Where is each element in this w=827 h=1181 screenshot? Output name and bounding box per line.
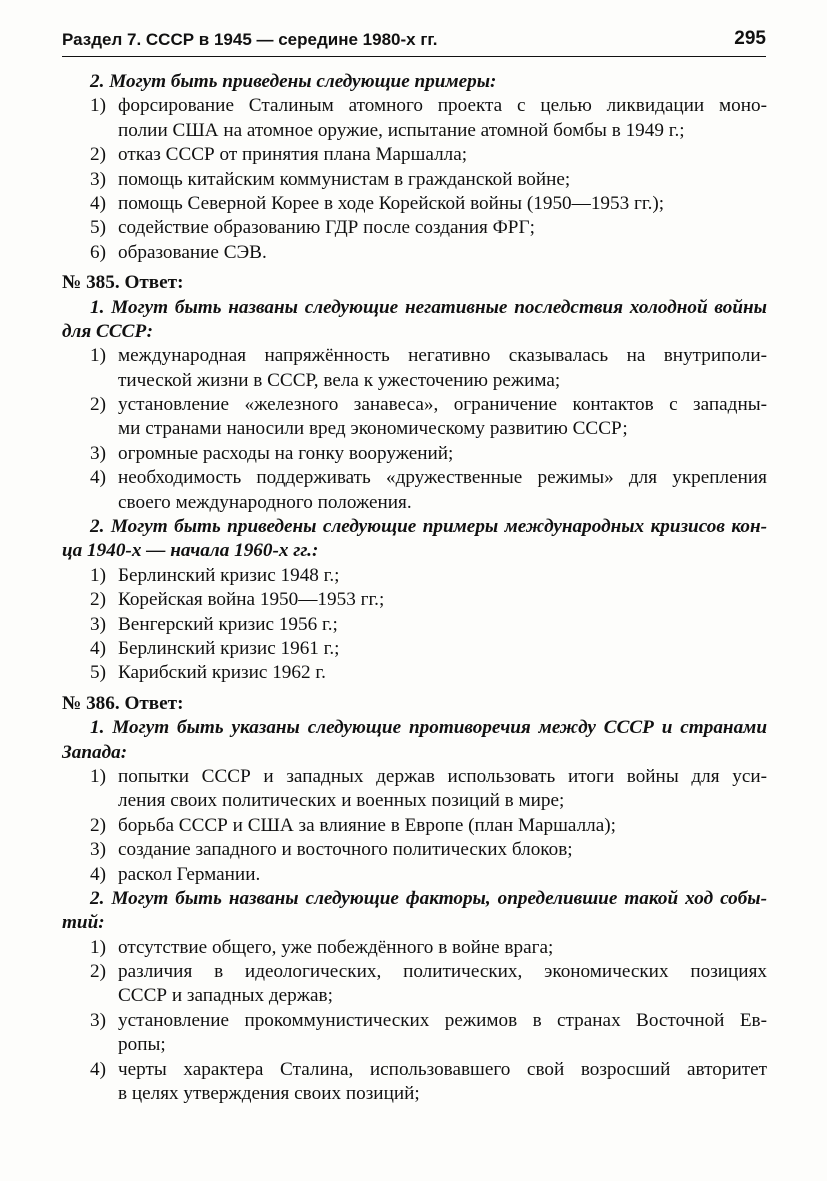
list-item bbox=[62, 241, 767, 265]
list-item-continuation: ления своих политических и военных позиций в мире; bbox=[118, 790, 565, 812]
list-item-number: 6) bbox=[90, 241, 106, 263]
list-item bbox=[62, 661, 767, 685]
list-item-number: 2) bbox=[90, 144, 106, 166]
question-heading-continuation: Запада: bbox=[62, 741, 128, 763]
list-item bbox=[62, 216, 767, 240]
question-heading: 2. Могут быть названы следующие факторы, определившие такой ход собы- bbox=[90, 887, 767, 909]
list-item-text: установление «железного занавеса», ограничение контактов с западны- bbox=[118, 394, 767, 416]
list-item-number: 4) bbox=[90, 1058, 106, 1080]
list-item-number: 1) bbox=[90, 564, 106, 586]
list-item-continuation: СССР и западных держав; bbox=[118, 985, 333, 1007]
list-item-number: 3) bbox=[90, 168, 106, 190]
question-heading: 1. Могут быть названы следующие негативные последствия холодной войны bbox=[90, 296, 767, 318]
list-item bbox=[62, 143, 767, 167]
list-item bbox=[62, 442, 767, 466]
answer-heading: № 386. Ответ: bbox=[62, 692, 184, 714]
list-item-text: отсутствие общего, уже побеждённого в войне врага; bbox=[118, 936, 554, 958]
list-item-text: установление прокоммунистических режимов в странах Восточной Ев- bbox=[118, 1009, 767, 1031]
list-item-text: создание западного и восточного политических блоков; bbox=[118, 839, 573, 861]
list-item-number: 2) bbox=[90, 394, 106, 416]
list-item-text: помощь китайским коммунистам в гражданской войне; bbox=[118, 168, 571, 190]
question-heading: 2. Могут быть приведены следующие примеры: bbox=[90, 71, 497, 92]
list-item-continuation: тической жизни в СССР, вела к ужесточению режима; bbox=[118, 369, 561, 391]
list-item-number: 5) bbox=[90, 217, 106, 239]
list-item bbox=[62, 192, 767, 216]
list-item bbox=[62, 863, 767, 887]
list-item-text: огромные расходы на гонку вооружений; bbox=[118, 442, 454, 464]
list-item-number: 3) bbox=[90, 1009, 106, 1031]
list-item-number: 4) bbox=[90, 467, 106, 489]
list-item bbox=[62, 936, 767, 960]
list-item-text: Корейская война 1950—1953 гг.; bbox=[118, 589, 385, 611]
list-item-number: 3) bbox=[90, 613, 106, 635]
list-item-number: 4) bbox=[90, 192, 106, 214]
running-header bbox=[62, 26, 766, 57]
list-item-text: Берлинский кризис 1948 г.; bbox=[118, 564, 340, 586]
list-item-continuation: ропы; bbox=[118, 1034, 166, 1056]
list-item bbox=[62, 564, 767, 588]
list-item-text: попытки СССР и западных держав использовать итоги войны для уси- bbox=[118, 765, 767, 787]
list-item-continuation: своего международного положения. bbox=[118, 491, 412, 513]
list-item-number: 2) bbox=[90, 961, 106, 983]
list-item-continuation: ми странами наносили вред экономическому развитию СССР; bbox=[118, 418, 628, 440]
question-heading-continuation: тий: bbox=[62, 912, 105, 934]
list-item bbox=[62, 1058, 767, 1082]
list-item-number: 1) bbox=[90, 95, 106, 117]
list-item-number: 1) bbox=[90, 345, 106, 367]
list-item bbox=[62, 613, 767, 637]
list-item bbox=[62, 1009, 767, 1033]
list-item bbox=[62, 94, 767, 118]
list-item-text: форсирование Сталиным атомного проекта с целью ликвидации моно- bbox=[118, 95, 767, 117]
list-item bbox=[62, 765, 767, 789]
page-content bbox=[62, 70, 767, 1106]
list-item-text: Карибский кризис 1962 г. bbox=[118, 662, 326, 684]
question-heading: 1. Могут быть указаны следующие противоречия между СССР и странами bbox=[90, 717, 767, 739]
list-item bbox=[62, 168, 767, 192]
list-item bbox=[62, 637, 767, 661]
list-item bbox=[62, 344, 767, 368]
question-heading-continuation: ца 1940-х — начала 1960-х гг.: bbox=[62, 540, 319, 562]
list-item-text: образование СЭВ. bbox=[118, 241, 267, 263]
list-item-text: Берлинский кризис 1961 г.; bbox=[118, 637, 340, 659]
list-item bbox=[62, 960, 767, 984]
section-title: Раздел 7. СССР в 1945 — середине 1980-х гг. bbox=[62, 30, 438, 49]
list-item bbox=[62, 588, 767, 612]
answer-heading: № 385. Ответ: bbox=[62, 272, 184, 294]
question-heading: 2. Могут быть приведены следующие примеры международных кризисов кон- bbox=[90, 516, 767, 538]
list-item-number: 2) bbox=[90, 814, 106, 836]
list-item-number: 4) bbox=[90, 637, 106, 659]
list-item bbox=[62, 814, 767, 838]
list-item-text: отказ СССР от принятия плана Маршалла; bbox=[118, 144, 468, 166]
list-item-text: различия в идеологических, политических, экономических позициях bbox=[118, 961, 767, 983]
list-item-number: 1) bbox=[90, 936, 106, 958]
list-item-number: 2) bbox=[90, 589, 106, 611]
list-item-number: 3) bbox=[90, 839, 106, 861]
list-item-text: черты характера Сталина, использовавшего свой возросший авторитет bbox=[118, 1058, 767, 1080]
list-item bbox=[62, 393, 767, 417]
list-item-text: международная напряжённость негативно сказывалась на внутриполи- bbox=[118, 345, 767, 367]
question-heading-continuation: для СССР: bbox=[62, 320, 154, 342]
list-item-continuation: полии США на атомное оружие, испытание атомной бомбы в 1949 г.; bbox=[118, 119, 685, 141]
page-number: 295 bbox=[734, 28, 766, 49]
list-item-text: содействие образованию ГДР после создания ФРГ; bbox=[118, 217, 535, 239]
list-item-text: помощь Северной Корее в ходе Корейской войны (1950—1953 гг.); bbox=[118, 192, 665, 214]
list-item-text: необходимость поддерживать «дружественные режимы» для укрепления bbox=[118, 467, 767, 489]
list-item-number: 1) bbox=[90, 765, 106, 787]
list-item-continuation: в целях утверждения своих позиций; bbox=[118, 1083, 420, 1105]
list-item-text: борьба СССР и США за влияние в Европе (план Маршалла); bbox=[118, 814, 616, 836]
list-item-number: 5) bbox=[90, 662, 106, 684]
list-item-number: 3) bbox=[90, 442, 106, 464]
list-item bbox=[62, 838, 767, 862]
list-item bbox=[62, 466, 767, 490]
list-item-text: раскол Германии. bbox=[118, 863, 261, 885]
list-item-text: Венгерский кризис 1956 г.; bbox=[118, 613, 338, 635]
list-item-number: 4) bbox=[90, 863, 106, 885]
